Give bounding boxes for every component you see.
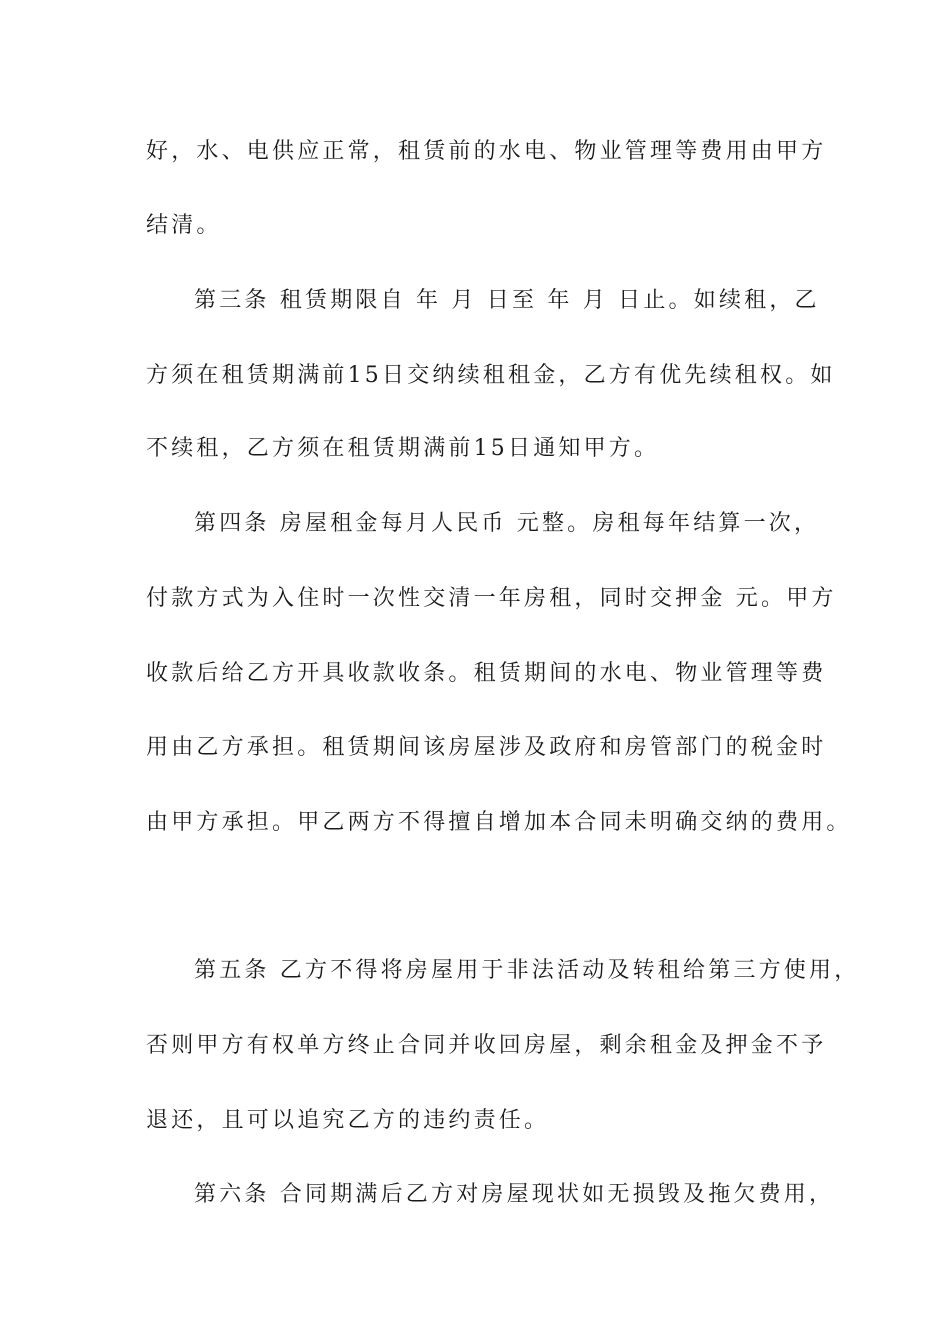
text-line: 方须在租赁期满前15日交纳续租租金，乙方有优先续租权。如 — [146, 363, 836, 388]
text-line: 付款方式为入住时一次性交清一年房租，同时交押金 元。甲方 — [146, 586, 837, 611]
text-line: 否则甲方有权单方终止合同并收回房屋，剩余租金及押金不予 — [146, 1033, 827, 1058]
text-line: 退还，且可以追究乙方的违约责任。 — [146, 1108, 550, 1133]
article-4-heading-line: 第四条 房屋租金每月人民币 元整。房租每年结算一次， — [194, 511, 820, 536]
text-line: 好，水、电供应正常，租赁前的水电、物业管理等费用由甲方 — [146, 139, 827, 164]
text-line: 由甲方承担。甲乙两方不得擅自增加本合同未明确交纳的费用。 — [146, 810, 852, 835]
text-line: 用由乙方承担。租赁期间该房屋涉及政府和房管部门的税金时 — [146, 735, 827, 760]
article-5-heading-line: 第五条 乙方不得将房屋用于非法活动及转租给第三方使用， — [194, 958, 860, 983]
text-line: 结清。 — [146, 213, 222, 238]
text-line: 收款后给乙方开具收款收条。租赁期间的水电、物业管理等费 — [146, 661, 827, 686]
article-6-heading-line: 第六条 合同期满后乙方对房屋现状如无损毁及拖欠费用， — [194, 1182, 835, 1207]
text-line: 不续租，乙方须在租赁期满前15日通知甲方。 — [146, 436, 660, 461]
article-3-heading-line: 第三条 租赁期限自 年 月 日至 年 月 日止。如续租，乙 — [194, 288, 820, 313]
